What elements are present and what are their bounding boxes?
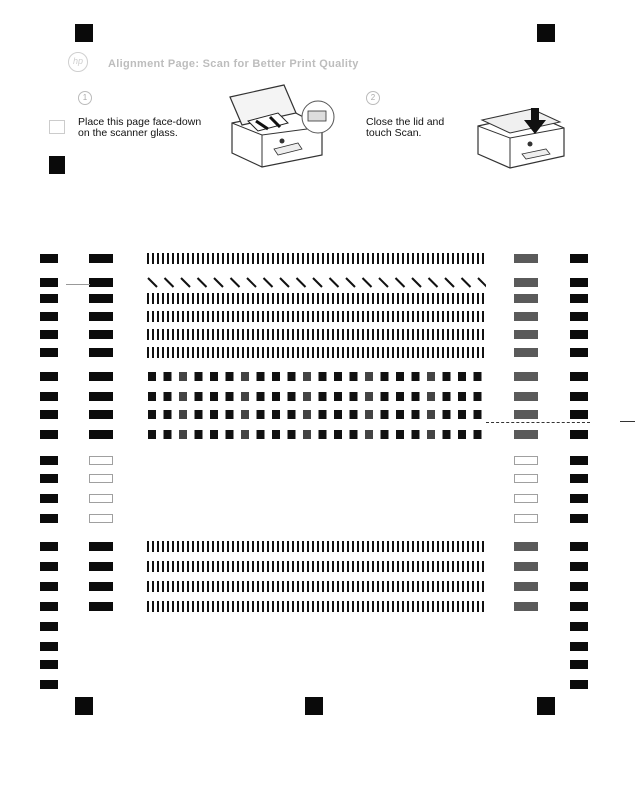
inner-marker <box>514 542 538 551</box>
inner-marker <box>89 582 113 591</box>
pattern-stroke <box>165 278 174 287</box>
pattern-block <box>272 392 280 401</box>
pattern-block <box>396 430 404 439</box>
pattern-stroke <box>462 278 471 287</box>
side-marker <box>40 312 58 321</box>
pattern-block <box>443 392 451 401</box>
pattern-block <box>288 410 296 419</box>
side-marker <box>570 372 588 381</box>
side-marker <box>570 660 588 669</box>
pattern-block <box>381 372 389 381</box>
pattern-row <box>146 601 486 612</box>
pattern-block <box>210 410 218 419</box>
empty-marker <box>514 456 538 465</box>
pattern-block <box>148 410 156 419</box>
side-marker <box>40 582 58 591</box>
pattern-block <box>443 410 451 419</box>
pattern-block <box>365 392 373 401</box>
left-guide-line <box>66 284 90 285</box>
inner-marker <box>89 348 113 357</box>
side-marker <box>40 542 58 551</box>
pattern-stroke <box>445 278 454 287</box>
pattern-row <box>146 253 486 264</box>
side-marker <box>570 514 588 523</box>
pattern-block <box>210 372 218 381</box>
pattern-block <box>179 430 187 439</box>
pattern-block <box>257 392 265 401</box>
pattern-block <box>334 430 342 439</box>
pattern-stroke <box>198 278 207 287</box>
pattern-stroke <box>478 278 486 287</box>
pattern-block <box>288 372 296 381</box>
side-marker <box>40 330 58 339</box>
pattern-block <box>412 372 420 381</box>
pattern-block <box>164 392 172 401</box>
side-marker <box>40 348 58 357</box>
side-marker <box>40 456 58 465</box>
inner-marker <box>514 602 538 611</box>
pattern-block <box>474 372 482 381</box>
inner-marker <box>89 312 113 321</box>
inner-marker <box>514 562 538 571</box>
empty-marker <box>514 514 538 523</box>
pattern-block <box>474 410 482 419</box>
inner-marker <box>89 330 113 339</box>
pattern-block <box>195 372 203 381</box>
fiducial-left-small <box>49 120 65 134</box>
pattern-block <box>474 430 482 439</box>
fiducial-bottom-center <box>305 697 323 715</box>
pattern-block <box>381 430 389 439</box>
fiducial-left-mid <box>49 156 65 174</box>
inner-marker <box>89 278 113 287</box>
side-marker <box>570 602 588 611</box>
side-marker <box>570 542 588 551</box>
side-marker <box>570 410 588 419</box>
pattern-block <box>179 372 187 381</box>
inner-marker <box>89 562 113 571</box>
empty-marker <box>514 494 538 503</box>
pattern-row <box>146 409 486 420</box>
inner-marker <box>514 410 538 419</box>
pattern-block <box>334 410 342 419</box>
side-marker <box>40 514 58 523</box>
pattern-stroke <box>231 278 240 287</box>
inner-marker <box>514 430 538 439</box>
pattern-block <box>241 410 249 419</box>
side-marker <box>570 392 588 401</box>
pattern-block <box>443 372 451 381</box>
side-marker <box>570 430 588 439</box>
side-marker <box>40 430 58 439</box>
pattern-block <box>164 430 172 439</box>
pattern-block <box>412 430 420 439</box>
hp-logo-icon: hp <box>68 52 88 72</box>
pattern-block <box>427 392 435 401</box>
pattern-stroke <box>313 278 322 287</box>
side-marker <box>40 392 58 401</box>
pattern-block <box>226 372 234 381</box>
pattern-row <box>146 541 486 552</box>
pattern-block <box>272 430 280 439</box>
pattern-block <box>257 430 265 439</box>
side-marker <box>570 312 588 321</box>
pattern-block <box>396 372 404 381</box>
inner-marker <box>514 372 538 381</box>
pattern-stroke <box>264 278 273 287</box>
pattern-block <box>365 430 373 439</box>
pattern-block <box>226 392 234 401</box>
inner-marker <box>89 392 113 401</box>
pattern-stroke <box>148 278 157 287</box>
pattern-block <box>288 430 296 439</box>
pattern-row <box>146 429 486 440</box>
step-1-text: Place this page face-down on the scanner glass. <box>78 116 202 139</box>
pattern-block <box>365 410 373 419</box>
pattern-block <box>195 410 203 419</box>
side-marker <box>570 278 588 287</box>
pattern-row <box>146 561 486 572</box>
pattern-block <box>350 372 358 381</box>
pattern-block <box>210 392 218 401</box>
pattern-block <box>334 392 342 401</box>
pattern-block <box>226 430 234 439</box>
pattern-block <box>396 410 404 419</box>
pattern-block <box>412 410 420 419</box>
pattern-stroke <box>214 278 223 287</box>
pattern-block <box>319 430 327 439</box>
pattern-stroke <box>429 278 438 287</box>
pattern-row <box>146 581 486 592</box>
pattern-block <box>210 430 218 439</box>
pattern-block <box>458 372 466 381</box>
pattern-block <box>257 410 265 419</box>
inner-marker <box>514 392 538 401</box>
side-marker <box>570 494 588 503</box>
down-arrow-icon <box>524 108 546 134</box>
pattern-block <box>179 392 187 401</box>
pattern-block <box>303 430 311 439</box>
pattern-stroke <box>363 278 372 287</box>
pattern-block <box>241 392 249 401</box>
pattern-block <box>458 430 466 439</box>
pattern-block <box>381 410 389 419</box>
pattern-block <box>334 372 342 381</box>
fiducial-bottom-left <box>75 697 93 715</box>
side-marker <box>570 456 588 465</box>
pattern-block <box>164 372 172 381</box>
pattern-block <box>396 392 404 401</box>
side-marker <box>40 660 58 669</box>
pattern-block <box>164 410 172 419</box>
inner-marker <box>514 294 538 303</box>
pattern-block <box>272 410 280 419</box>
pattern-block <box>226 410 234 419</box>
pattern-block <box>272 372 280 381</box>
pattern-block <box>303 410 311 419</box>
pattern-row <box>146 329 486 340</box>
pattern-block <box>303 372 311 381</box>
printer-lid-closed-icon <box>472 98 572 178</box>
empty-marker <box>514 474 538 483</box>
pattern-stroke <box>280 278 289 287</box>
pattern-stroke <box>379 278 388 287</box>
side-marker <box>40 474 58 483</box>
pattern-block <box>195 392 203 401</box>
side-marker <box>570 474 588 483</box>
pattern-block <box>427 372 435 381</box>
side-marker <box>570 680 588 689</box>
empty-marker <box>89 494 113 503</box>
empty-marker <box>89 514 113 523</box>
inner-marker <box>89 542 113 551</box>
inner-marker <box>514 312 538 321</box>
side-marker <box>40 622 58 631</box>
inner-marker <box>89 294 113 303</box>
inner-marker <box>514 330 538 339</box>
step-2-text: Close the lid and touch Scan. <box>366 116 445 139</box>
pattern-row <box>146 293 486 304</box>
side-marker <box>40 642 58 651</box>
side-marker <box>40 372 58 381</box>
side-marker <box>570 582 588 591</box>
empty-marker <box>89 474 113 483</box>
pattern-block <box>350 392 358 401</box>
step-2-number: 2 <box>366 91 380 105</box>
pattern-stroke <box>412 278 421 287</box>
pattern-block <box>241 430 249 439</box>
inner-marker <box>514 582 538 591</box>
inner-marker <box>89 254 113 263</box>
inner-marker <box>89 430 113 439</box>
side-marker <box>40 680 58 689</box>
pattern-stroke <box>330 278 339 287</box>
fiducial-bottom-right <box>537 697 555 715</box>
pattern-block <box>319 392 327 401</box>
inner-marker <box>514 348 538 357</box>
pattern-stroke <box>396 278 405 287</box>
inner-marker <box>89 372 113 381</box>
pattern-block <box>443 430 451 439</box>
side-marker <box>570 562 588 571</box>
inner-marker <box>514 254 538 263</box>
pattern-stroke <box>181 278 190 287</box>
pattern-block <box>148 430 156 439</box>
pattern-block <box>458 392 466 401</box>
side-marker <box>40 602 58 611</box>
side-marker <box>40 294 58 303</box>
pattern-block <box>241 372 249 381</box>
side-marker <box>570 294 588 303</box>
side-marker <box>570 642 588 651</box>
alignment-dash-line <box>486 422 590 423</box>
pattern-row <box>146 371 486 382</box>
pattern-block <box>288 392 296 401</box>
pattern-block <box>427 430 435 439</box>
side-marker <box>40 562 58 571</box>
printer-lid-open-icon <box>222 83 342 175</box>
pattern-row <box>146 277 486 288</box>
inner-marker <box>89 410 113 419</box>
pattern-block <box>257 372 265 381</box>
pattern-row <box>146 347 486 358</box>
inner-marker <box>514 278 538 287</box>
pattern-block <box>427 410 435 419</box>
side-marker <box>40 494 58 503</box>
pattern-block <box>458 410 466 419</box>
side-marker <box>40 278 58 287</box>
pattern-block <box>350 430 358 439</box>
fiducial-top-left <box>75 24 93 42</box>
side-marker <box>570 622 588 631</box>
inner-marker <box>89 602 113 611</box>
pattern-row <box>146 311 486 322</box>
pattern-block <box>365 372 373 381</box>
page-title: Alignment Page: Scan for Better Print Quality <box>108 58 359 70</box>
side-marker <box>570 330 588 339</box>
fiducial-top-right <box>537 24 555 42</box>
empty-marker <box>89 456 113 465</box>
side-marker <box>570 348 588 357</box>
pattern-block <box>350 410 358 419</box>
pattern-stroke <box>346 278 355 287</box>
pattern-block <box>412 392 420 401</box>
pattern-block <box>319 410 327 419</box>
pattern-block <box>148 392 156 401</box>
side-marker <box>40 410 58 419</box>
pattern-block <box>179 410 187 419</box>
pattern-block <box>474 392 482 401</box>
pattern-row <box>146 391 486 402</box>
pattern-block <box>319 372 327 381</box>
side-marker <box>570 254 588 263</box>
pattern-stroke <box>297 278 306 287</box>
side-marker <box>40 254 58 263</box>
pattern-block <box>195 430 203 439</box>
right-edge-tick <box>620 421 635 422</box>
pattern-block <box>303 392 311 401</box>
step-1-number: 1 <box>78 91 92 105</box>
pattern-stroke <box>247 278 256 287</box>
pattern-block <box>148 372 156 381</box>
pattern-block <box>381 392 389 401</box>
